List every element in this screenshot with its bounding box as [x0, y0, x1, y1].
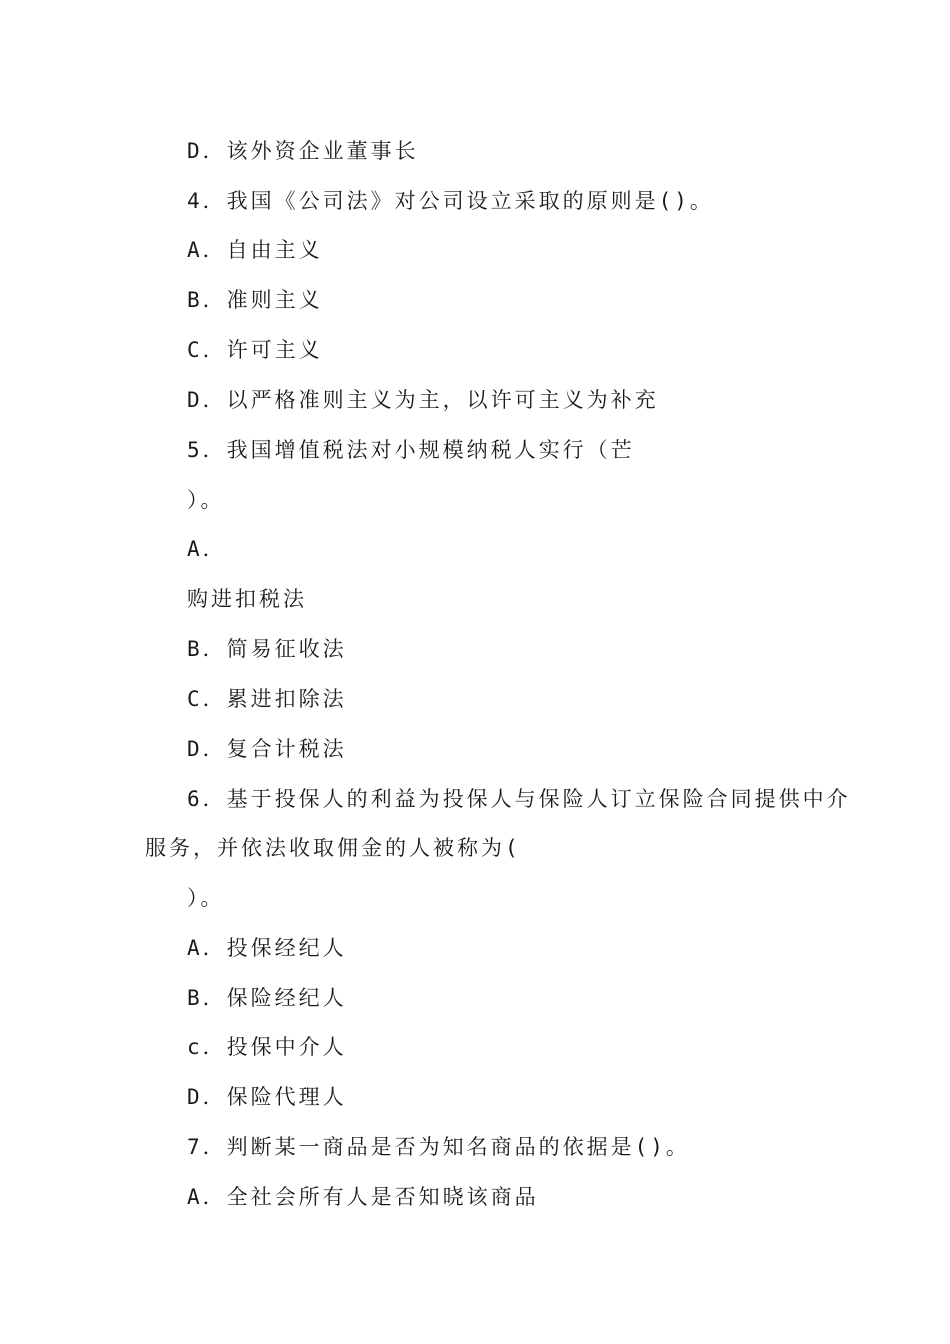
option-b-q4: B．准则主义 — [187, 288, 323, 312]
option-b-q5: B．简易征收法 — [187, 637, 347, 661]
option-c-q4: C．许可主义 — [187, 338, 323, 362]
question-6: 6．基于投保人的利益为投保人与保险人订立保险合同提供中介 — [187, 787, 851, 811]
question-6-closing: ）。 — [187, 886, 225, 910]
option-a-q4: A．自由主义 — [187, 238, 323, 262]
option-d-q5: D．复合计税法 — [187, 737, 347, 761]
option-c-q5: C．累进扣除法 — [187, 687, 347, 711]
option-d-q6: D．保险代理人 — [187, 1085, 347, 1109]
question-7: 7．判断某一商品是否为知名商品的依据是()。 — [187, 1135, 690, 1159]
question-5: 5．我国增值税法对小规模纳税人实行（芒 — [187, 438, 635, 462]
option-d-q3: D．该外资企业董事长 — [187, 139, 419, 163]
option-a-q5-label: A． — [187, 537, 227, 561]
question-5-closing: ）。 — [187, 488, 225, 512]
option-a-q7: A．全社会所有人是否知晓该商品 — [187, 1185, 539, 1209]
question-4: 4．我国《公司法》对公司设立采取的原则是()。 — [187, 189, 714, 213]
option-a-q6: A．投保经纪人 — [187, 936, 347, 960]
option-c-q6: c．投保中介人 — [187, 1035, 347, 1059]
option-d-q4: D．以严格准则主义为主，以许可主义为补充 — [187, 388, 659, 412]
option-b-q6: B．保险经纪人 — [187, 986, 347, 1010]
question-6-continued: 服务，并依法收取佣金的人被称为( — [145, 836, 521, 860]
option-a-q5-text: 购进扣税法 — [187, 587, 307, 611]
